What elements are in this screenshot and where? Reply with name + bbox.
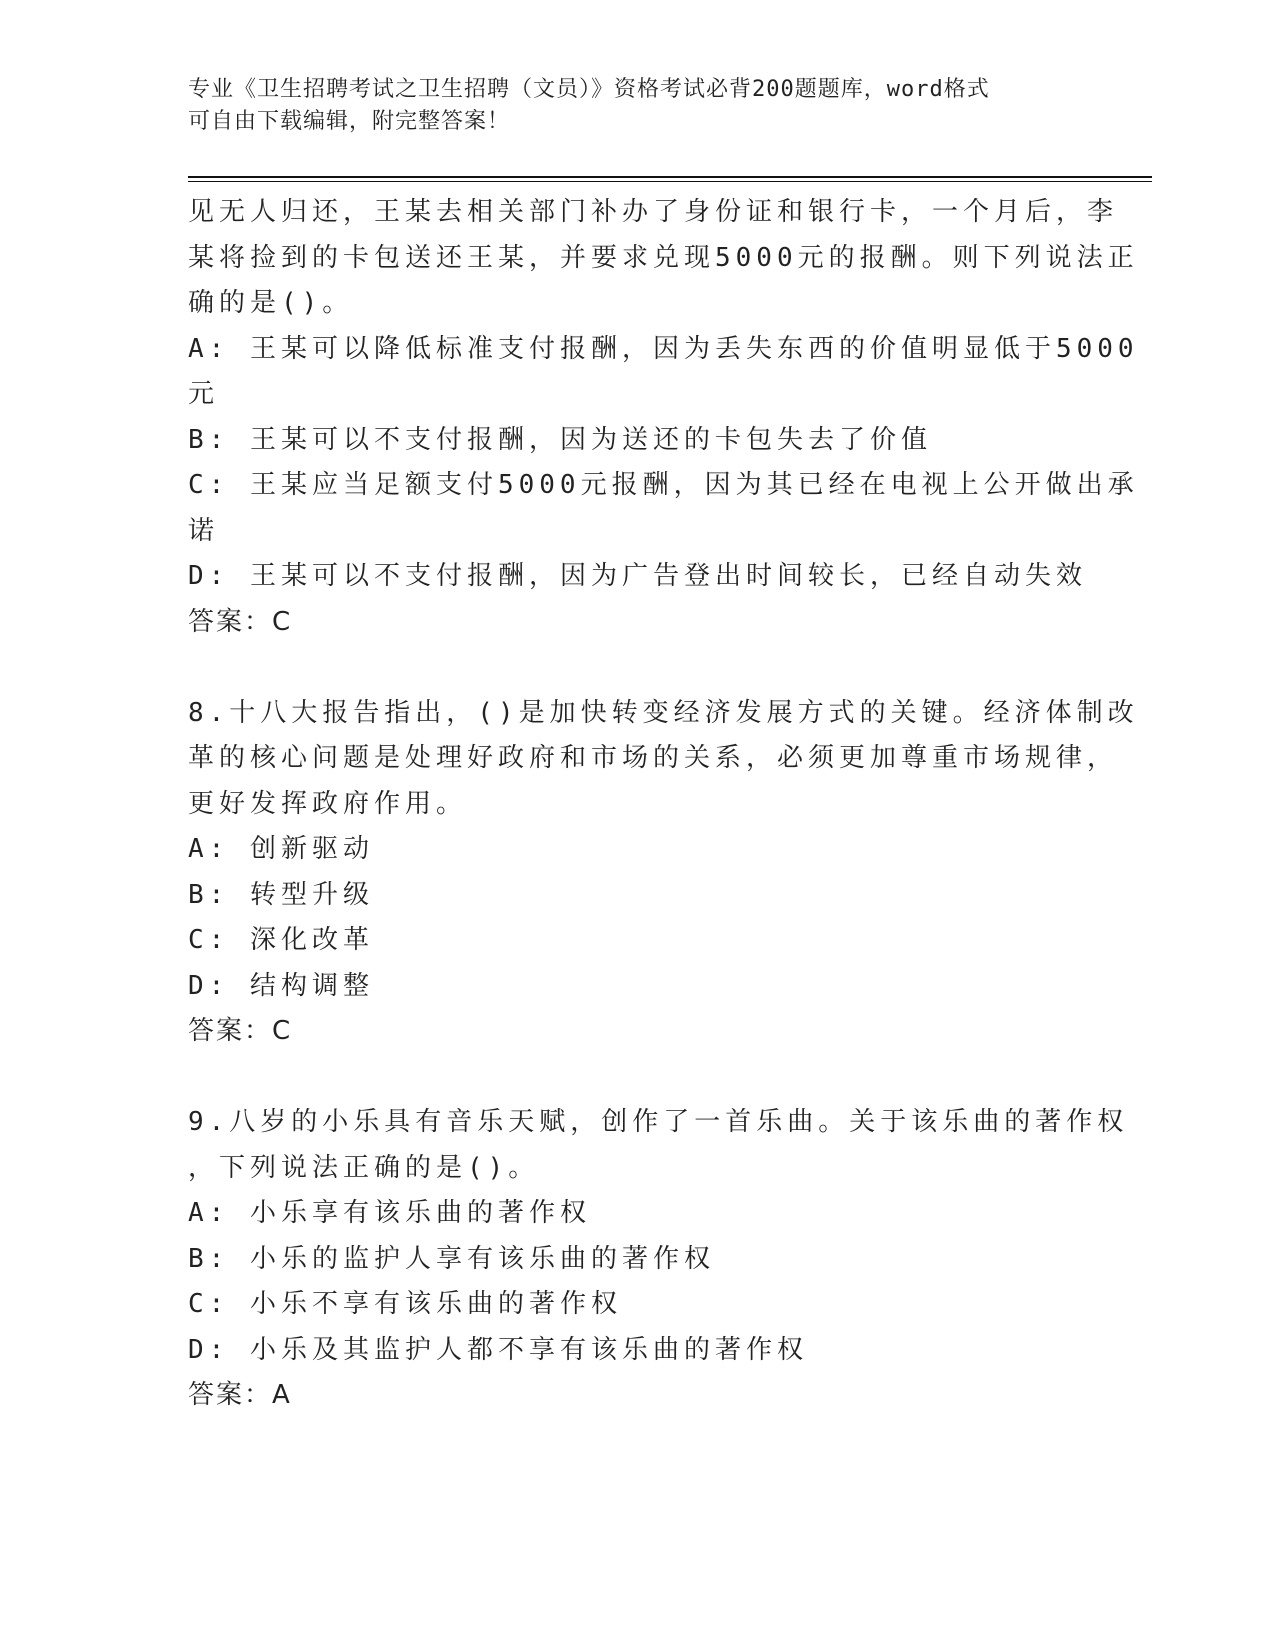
spacer — [188, 645, 1088, 691]
header-divider-thick — [188, 176, 1152, 178]
question-stem-line: 确的是()。 — [188, 288, 354, 318]
answer-label: 答案：C — [188, 606, 293, 637]
page-header — [188, 74, 1088, 138]
question-stem-line: 9.八岁的小乐具有音乐天赋，创作了一首乐曲。关于该乐曲的著作权 — [188, 1107, 1129, 1137]
question-stem-line: 见无人归还，王某去相关部门补办了身份证和银行卡，一个月后，李 — [188, 197, 1119, 227]
option-a-continued: 元 — [188, 379, 220, 409]
question-stem-line: 8.十八大报告指出，()是加快转变经济发展方式的关键。经济体制改 — [188, 697, 1139, 728]
question-stem-line: ，下列说法正确的是()。 — [188, 1152, 540, 1183]
question-7 — [188, 190, 1139, 645]
option-d: D: 王某可以不支付报酬，因为广告登出时间较长，已经自动失效 — [188, 561, 1087, 591]
question-8 — [188, 691, 1139, 1055]
option-c: C: 深化改革 — [188, 925, 374, 955]
spacer — [188, 1055, 1088, 1101]
option-d: D: 小乐及其监护人都不享有该乐曲的著作权 — [188, 1334, 808, 1365]
question-list — [188, 190, 1139, 1419]
question-9 — [188, 1100, 1129, 1419]
option-c-continued: 诺 — [188, 515, 220, 546]
header-title-line1: 专业《卫生招聘考试之卫生招聘（文员）》资格考试必背200题题库，word格式 — [188, 77, 990, 102]
option-d: D: 结构调整 — [188, 970, 374, 1001]
option-b: B: 王某可以不支付报酬，因为送还的卡包失去了价值 — [188, 424, 932, 455]
option-b: B: 小乐的监护人享有该乐曲的著作权 — [188, 1243, 715, 1274]
header-divider-thin — [188, 181, 1152, 182]
option-a: A: 创新驱动 — [188, 834, 374, 864]
header-title-line2: 可自由下载编辑，附完整答案！ — [188, 109, 511, 134]
answer-label: 答案：C — [188, 1016, 293, 1046]
option-a: A: 小乐享有该乐曲的著作权 — [188, 1198, 591, 1228]
option-c: C: 小乐不享有该乐曲的著作权 — [188, 1289, 622, 1319]
question-stem-line: 革的核心问题是处理好政府和市场的关系，必须更加尊重市场规律， — [188, 743, 1119, 773]
option-c: C: 王某应当足额支付5000元报酬，因为其已经在电视上公开做出承 — [188, 470, 1139, 500]
answer-label: 答案：A — [188, 1380, 292, 1410]
option-a: A: 王某可以降低标准支付报酬，因为丢失东西的价值明显低于5000 — [188, 333, 1139, 364]
question-stem-line: 某将捡到的卡包送还王某，并要求兑现5000元的报酬。则下列说法正 — [188, 242, 1139, 273]
question-stem-line: 更好发挥政府作用。 — [188, 788, 468, 819]
option-b: B: 转型升级 — [188, 879, 374, 910]
